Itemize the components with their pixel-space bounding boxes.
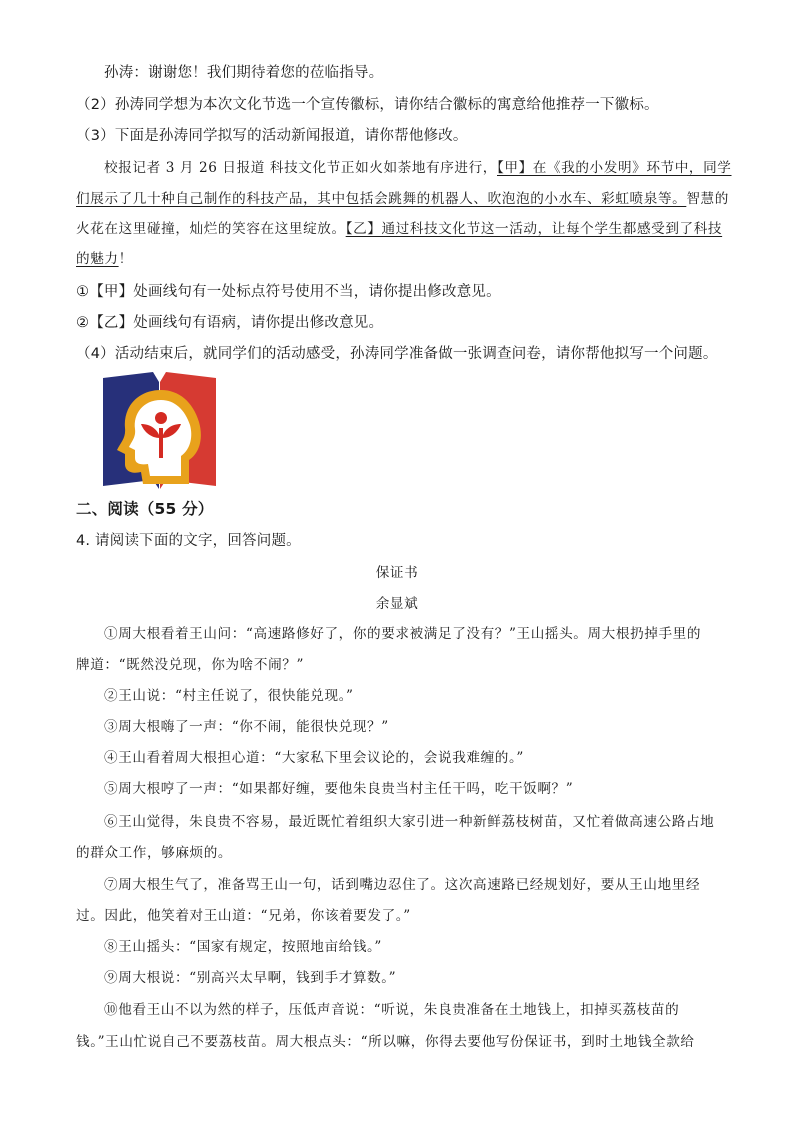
story-paragraph: ⑦周大根生气了，准备骂王山一句，话到嘴边忍住了。这次高速路已经规划好，要从王山地里经 [104,877,701,893]
sub-question-1: ①【甲】处画线句有一处标点符号使用不当，请你提出修改意见。 [76,284,501,300]
news-line-4 [76,249,718,269]
dialogue-line: 孙涛：谢谢您！我们期待着您的莅临指导。 [104,65,384,81]
story-author: 余显斌 [375,596,419,612]
story-paragraph: ⑨周大根说：“别高兴太早啊，钱到手才算数。” [104,970,397,986]
news-text: 火花在这里碰撞，灿烂的笑容在这里绽放。 [76,221,346,237]
news-line-2 [76,189,729,209]
story-paragraph: ⑥王山觉得，朱良贵不容易，最近既忙着组织大家引进一种新鲜荔枝树苗，又忙着做高速公路占地 [104,814,715,830]
news-underline-yi: 【乙】通过科技文化节这一活动，让每个学生都感受到了科技 [345,221,723,237]
story-paragraph: 的群众工作，够麻烦的。 [76,845,233,861]
section-heading-reading: 二、阅读（55 分） [76,500,214,518]
story-paragraph: ⑤周大根哼了一声：“如果都好缠，要他朱良贵当村主任干吗，吃干饭啊？” [104,781,574,797]
question-4: （4）活动结束后，就同学们的活动感受，孙涛同学准备做一张调查问卷，请你帮他拟写一个问题。 [76,346,718,362]
question-2: （2）孙涛同学想为本次文化节选一个宣传徽标，请你结合徽标的寓意给他推荐一下徽标。 [76,97,659,113]
story-paragraph: 牌道：“既然没兑现，你为啥不闹？” [76,657,305,673]
story-paragraph: ②王山说：“村主任说了，很快能兑现。” [104,688,354,704]
story-paragraph: ①周大根看着王山问：“高速路修好了，你的要求被满足了没有？”王山摇头。周大根扔掉手里的 [104,626,702,642]
sub-question-2: ②【乙】处画线句有语病，请你提出修改意见。 [76,315,384,331]
question-4-prompt: 4. 请阅读下面的文字，回答问题。 [76,533,301,549]
story-paragraph: ④王山看着周大根担心道：“大家私下里会议论的，会说我难缠的。” [104,750,524,766]
news-text: ！ [118,251,133,267]
news-underline-jia: 【甲】在《我的小发明》环节中，同学 [497,160,732,176]
news-underline-jia-cont: 们展示了几十种自己制作的科技产品，其中包括会跳舞的机器人、吹泡泡的小水车、彩虹喷泉等。 [76,191,687,207]
logo-plant-bud [155,412,167,424]
logo-plant-stem [159,428,163,458]
story-paragraph: 过。因此，他笑着对王山道：“兄弟，你该着要发了。” [76,908,411,924]
story-title: 保证书 [375,565,419,581]
festival-logo-image [103,372,216,489]
news-line-1 [104,158,732,178]
news-text: 智慧的 [686,191,729,207]
news-text: 校报记者 3 月 26 日报道 科技文化节正如火如荼地有序进行， [104,160,497,176]
question-3: （3）下面是孙涛同学拟写的活动新闻报道，请你帮他修改。 [76,128,468,144]
story-paragraph: ⑩他看王山不以为然的样子，压低声音说：“听说，朱良贵准备在土地钱上，扣掉买荔枝苗的 [104,1002,680,1018]
news-line-3 [76,219,723,239]
story-paragraph: ③周大根嗨了一声：“你不闹，能很快兑现？” [104,719,389,735]
news-underline-yi-cont: 的魅力 [76,251,119,267]
story-paragraph: 钱。”王山忙说自己不要荔枝苗。周大根点头：“所以嘛，你得去要他写份保证书，到时土地钱全款给 [76,1034,695,1050]
story-paragraph: ⑧王山摇头：“国家有规定，按照地亩给钱。” [104,939,382,955]
